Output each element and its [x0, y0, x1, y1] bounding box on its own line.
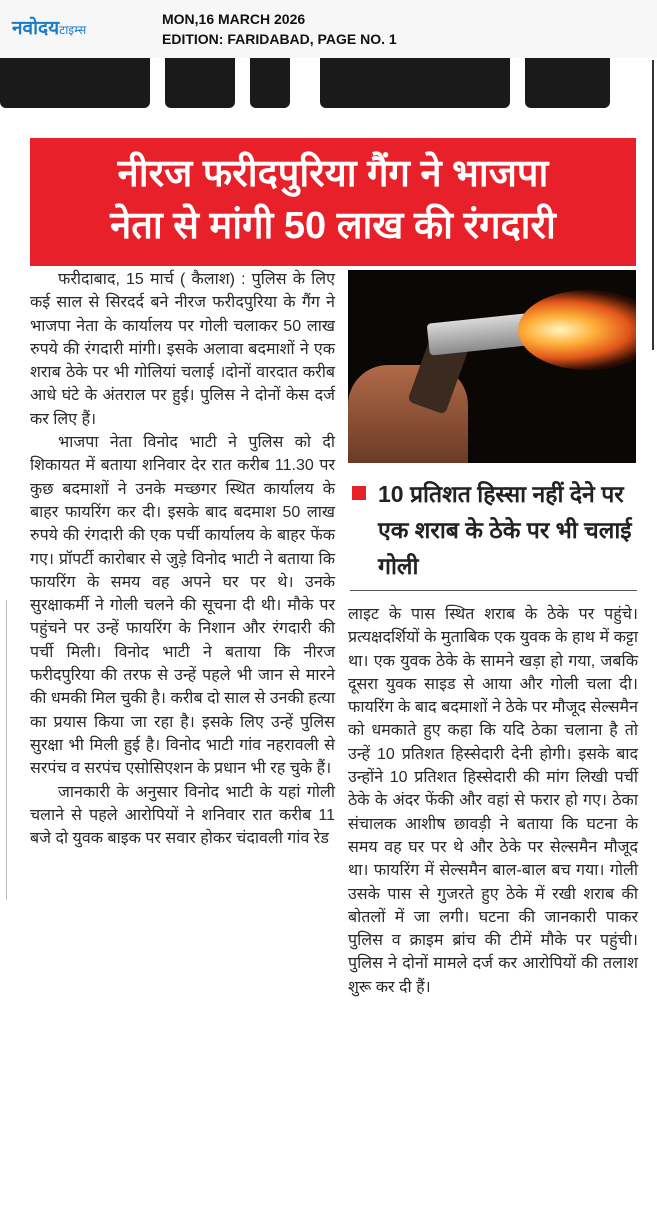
logo-sub: टाइम्स	[59, 23, 87, 37]
article-column-1	[30, 268, 335, 850]
paragraph: जानकारी के अनुसार विनोद भाटी के यहां गोली चलाने से पहले आरोपियों ने शनिवार रात करीब 11 बजे दो युवक बाइक पर सवार होकर चंदावली गांव रेड	[30, 783, 335, 848]
newspaper-logo	[12, 14, 86, 40]
cropped-previous-headline	[0, 58, 620, 108]
article-column-2	[348, 603, 638, 999]
top-bar	[0, 0, 657, 58]
logo-main: नवोदय	[12, 18, 60, 39]
headline-line-2: नेता से मांगी 50 लाख की रंगदारी	[110, 205, 556, 247]
edition: EDITION: FARIDABAD, PAGE NO. 1	[162, 31, 397, 47]
red-square-bullet-icon	[352, 486, 366, 500]
date: MON,16 MARCH 2026	[162, 11, 306, 27]
adjacent-column-edge	[0, 600, 7, 900]
subheadline: 10 प्रतिशत हिस्सा नहीं देने पर एक शराब के ठेके पर भी चलाई गोली	[378, 481, 632, 579]
headline-banner	[30, 138, 636, 266]
muzzle-flash	[518, 290, 636, 370]
paragraph: लाइट के पास स्थित शराब के ठेके पर पहुंचे। प्रत्यक्षदर्शियों के मुताबिक एक युवक के हाथ में कट्टा था। एक युवक ठेके के सामने खड़ा हो गया, जबकि दूसरा युवक साइड से आया और गोली चला दी। फायरिंग के बाद बदमाशों ने ठेके पर मौजूद सेल्समैन को धमकाते हुए कहा कि यदि ठेका चलाना है तो उन्हें 10 प्रतिशत हिस्सेदारी देनी होगी। इसके बाद उन्होंने 10 प्रतिशत हिस्सेदारी की मांग लिखी पर्ची ठेके के अंदर फेंकी और वहां से फरार हो गए। ठेका संचालक आशीष छावड़ी ने बताया कि घटना के समय वह घर पर थे और ठेके पर सेल्समैन मौजूद था। फायरिंग में सेल्समैन बाल-बाल बच गया। गोली उसके पास से गुजरते हुए ठेके में रखी शराब की बोतलों में जा लगी। घटना की जानकारी पाकर पुलिस व क्राइम ब्रांच की टीमें मौके पर पहुंची। पुलिस ने दोनों मामले दर्ज कर आरोपियों की तलाश शुरू कर दी हैं।	[348, 606, 638, 996]
column-divider	[652, 60, 654, 350]
gun-firing-photo	[348, 270, 636, 463]
paragraph: फरीदाबाद, 15 मार्च ( कैलाश) : पुलिस के लिए कई साल से सिरदर्द बने नीरज फरीदपुरिया के गैंग ने भाजपा नेता के कार्यालय पर गोली चलाकर 50 लाख रुपये की रंगदारी मांगी। इसके अलावा बदमाशों ने एक शराब ठेके पर भी गोलियां चलाई ।दोनों वारदात करीब आधे घंटे के अंतराल पर हुई। पुलिस ने दोनों केस दर्ज कर लिए हैं।	[30, 271, 335, 428]
headline-line-1: नीरज फरीदपुरिया गैंग ने भाजपा	[117, 153, 549, 195]
subheadline-rule	[350, 590, 637, 591]
paragraph: भाजपा नेता विनोद भाटी ने पुलिस को दी शिकायत में बताया शनिवार देर रात करीब 11.30 पर कुछ बदमाशों ने उनके मच्छगर स्थित कार्यालय के बाहर फायरिंग कर दी। इसके बाद बदमाश 50 लाख रुपये की रंगदारी की एक पर्ची कार्यालय के बाहर फेंक गए। प्रॉपर्टी कारोबार से जुड़े विनोद भाटी ने बताया कि फायरिंग के समय वह अपने घर पर थे। उनके सुरक्षाकर्मी ने गोली चलने की सूचना दी थी। मौके पर पहुंचने पर उन्हें फायरिंग के निशान और रंगदारी की पर्ची मिली। विनोद भाटी ने बताया कि नीरज फरीदपुरिया की तरफ से उन्हें पहले भी जान से मारने की धमकी मिल चुकी है। करीब दो साल से उनकी हत्या का प्रयास किया जा रहा है। इसके लिए उन्हें पुलिस सुरक्षा भी मिली हुई है। विनोद भाटी गांव नहरावली से सरपंच व सरपंच एसोसिएशन के प्रधान भी रह चुके हैं।	[30, 434, 335, 778]
edition-info	[162, 9, 397, 49]
